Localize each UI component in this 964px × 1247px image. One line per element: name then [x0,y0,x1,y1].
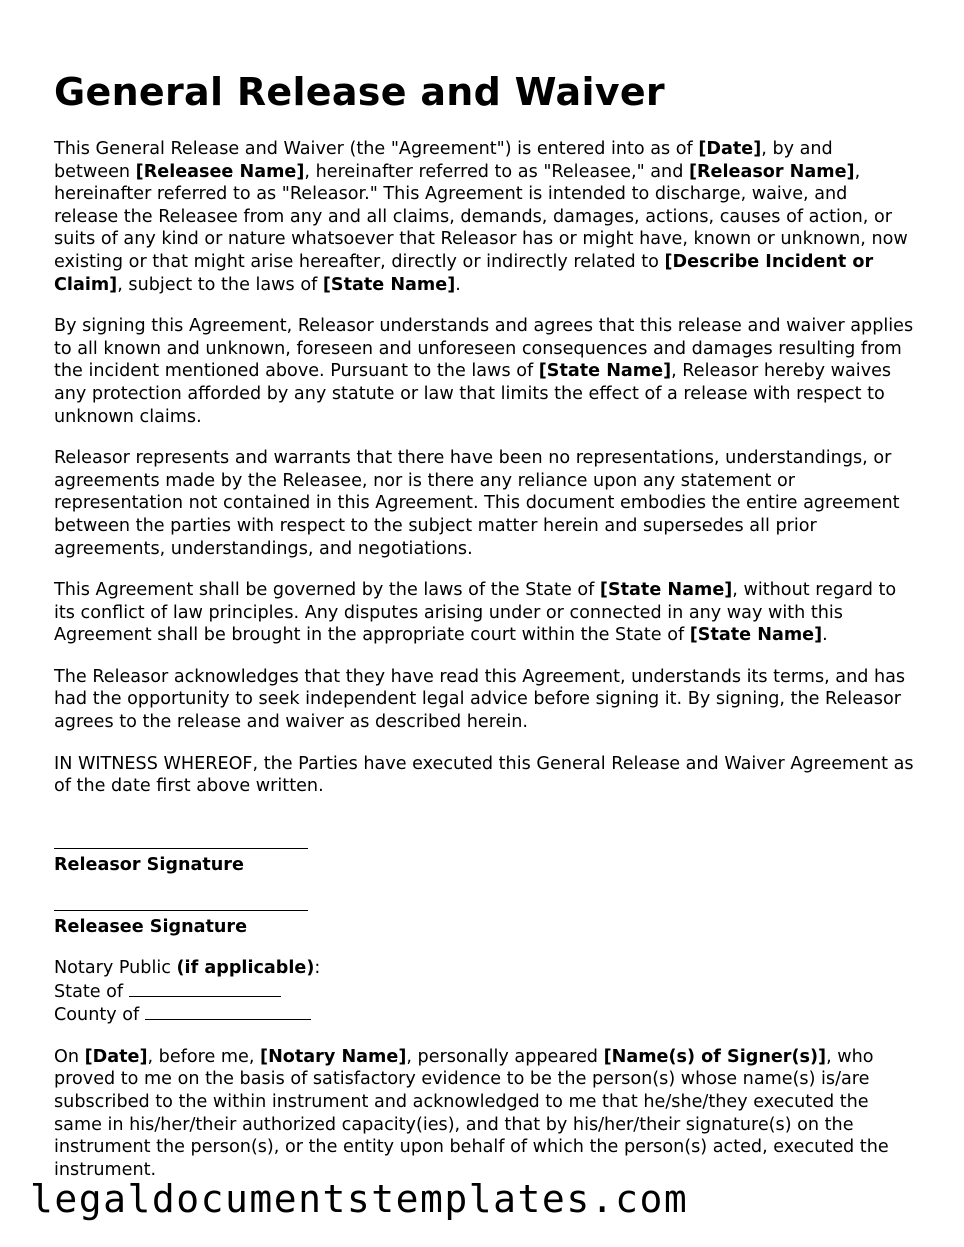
notary-heading [54,957,914,980]
document-page [54,70,914,1200]
text: This General Release and Waiver (the "Agreement") is entered into as of [54,139,699,159]
paragraph-waiver [54,315,914,428]
notary-county-blank[interactable] [145,1003,311,1020]
releasee-signature [54,894,914,939]
state-placeholder: [State Name] [322,274,456,295]
releasor-signature-line[interactable] [54,832,914,854]
text: This Agreement shall be governed by the laws of the State of [54,580,600,601]
notary-applicable: (if applicable) [176,958,315,979]
releasor-signature-label: Releasor Signature [54,854,244,875]
paragraph-notary-acknowledgment [54,1046,914,1182]
document-title: General Release and Waiver [54,70,665,114]
paragraph-governing-law [54,579,914,647]
notary-block [54,957,914,1027]
releasee-signature-label: Releasee Signature [54,917,248,938]
incident-placeholder: [Describe Incident or Claim] [54,251,874,295]
notary-state-blank[interactable] [129,980,281,997]
text: , before me, [147,1046,261,1067]
notary-colon: : [314,958,321,979]
text: , who proved to me on the basis of satisfactory evidence to be the person(s) whose name(s) is/are subscribed to the within instrument and acknowledged to me that he/she/they executed the same in his/her/their authorized capacity(ies), and that by his/her/their signature(s) on the instrument the person(s), or the entity upon behalf of which the person(s) acted, executed the instrument. [54,1046,889,1180]
releasor-name-placeholder: [Releasor Name] [688,161,855,182]
text: By signing this Agreement, Releasor understands and agrees that this release and waiver applies to all known and unknown, foreseen and unforeseen consequences and damages resulting from the incident mentioned above. Pursuant to the laws of [54,316,914,382]
notary-label: Notary Public [54,958,177,979]
text: On [54,1046,85,1067]
paragraph-representations: Releasor represents and warrants that there have been no representations, understandings, or agreements made by the Releasee, nor is there any reliance upon any statement or representation not contained in this Agreement. This document embodies the entire agreement between the parties with respect to the subject matter herein and supersedes all prior agreements, understandings, and negotiations. [54,448,900,559]
state-placeholder: [State Name] [538,361,672,382]
releasee-signature-line[interactable] [54,894,914,916]
text: , hereinafter referred to as "Releasee," and [304,161,689,182]
date-placeholder: [Date] [84,1046,148,1067]
text: , personally appeared [406,1046,604,1067]
paragraph-acknowledgment: The Releasor acknowledges that they have read this Agreement, understands its terms, and has had the opportunity to seek independent legal advice before signing it. By signing, the Releasor agrees to the release and waiver as described herein. [54,666,906,733]
date-placeholder: [Date] [698,139,762,159]
notary-state-row [54,980,914,1004]
site-watermark: legaldocumentstemplates.com [30,1177,689,1221]
text: , by and between [54,139,833,182]
signature-block [54,832,914,939]
notary-county-label: County of [54,1005,145,1026]
text: . [822,625,828,646]
text: , Releasor hereby waives any protection afforded by any statute or law that limits the effect of a release with respect to unknown claims. [54,361,892,427]
state-placeholder: [State Name] [689,625,823,646]
text: . [455,274,461,295]
paragraph-witness: IN WITNESS WHEREOF, the Parties have executed this General Release and Waiver Agreement as of the date first above written. [54,753,914,797]
text: , subject to the laws of [117,274,323,295]
paragraph-parties [54,138,914,296]
state-placeholder: [State Name] [599,580,733,601]
signers-placeholder: [Name(s) of Signer(s)] [603,1046,827,1067]
releasor-signature [54,832,914,877]
notary-name-placeholder: [Notary Name] [260,1046,407,1067]
notary-state-label: State of [54,981,129,1002]
text: , hereinafter referred to as "Releasor." This Agreement is intended to discharge, waive, and release the Releasee from any and all claims, demands, damages, actions, causes of action, or suits of any kind or nature whatsoever that Releasor has or might have, known or unknown, now existing or that might arise hereafter, directly or indirectly related to [54,161,908,272]
text: , without regard to its conflict of law principles. Any disputes arising under or connected in any way with this Agreement shall be brought in the appropriate court within the State of [54,580,897,646]
releasee-name-placeholder: [Releasee Name] [135,161,305,182]
notary-county-row [54,1003,914,1027]
